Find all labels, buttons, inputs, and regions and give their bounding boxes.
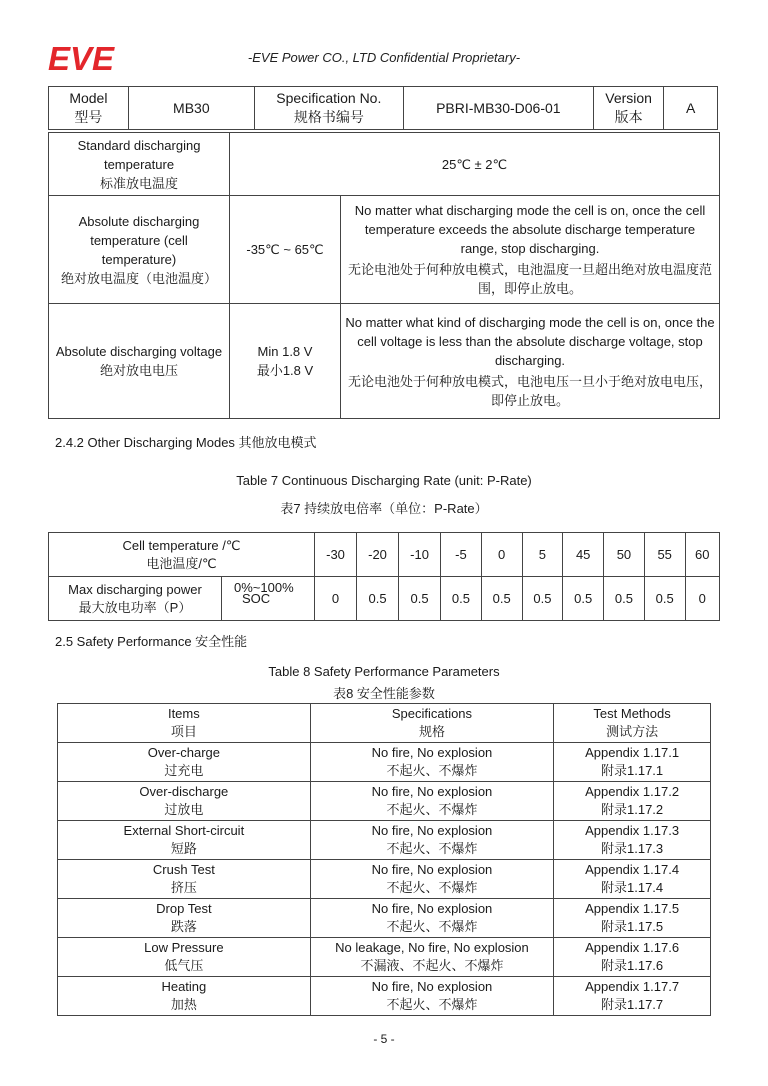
table-row [58,821,711,860]
temp-cell: -20 [357,533,399,577]
soc-range: 0%~100% [234,580,294,595]
method-cell: Appendix 1.17.2 附录1.17.2 [554,782,711,821]
version-label: Version 版本 [593,87,663,130]
item-cell: Low Pressure 低气压 [58,938,311,977]
confidential-header: -EVE Power CO., LTD Confidential Proprietary- [247,50,521,65]
item-cell: Heating 加热 [58,977,311,1016]
header-items: Items 项目 [58,704,311,743]
method-cell: Appendix 1.17.6 附录1.17.6 [554,938,711,977]
rate-cell: 0.5 [604,577,645,621]
rate-cell: 0.5 [399,577,441,621]
absolute-voltage-label: Absolute discharging voltage 绝对放电电压 [49,304,230,419]
discharge-rate-table [48,532,720,621]
soc-range-cell [222,577,315,621]
item-cell: Over-discharge 过放电 [58,782,311,821]
absolute-voltage-value: Min 1.8 V 最小1.8 V [230,304,341,419]
rate-cell: 0 [685,577,719,621]
spec-cell: No fire, No explosion 不起火、不爆炸 [310,743,553,782]
soc-label: SOC [242,591,271,606]
temp-cell: 0 [481,533,522,577]
section-heading-2-5: 2.5 Safety Performance 安全性能 [55,634,248,649]
rate-cell: 0.5 [563,577,604,621]
table-row [58,899,711,938]
page-number: - 5 - [373,1032,395,1046]
header-specifications: Specifications 规格 [310,704,553,743]
temp-cell: -5 [441,533,482,577]
method-cell: Appendix 1.17.7 附录1.17.7 [554,977,711,1016]
temp-cell: -10 [399,533,441,577]
rate-cell: 0.5 [357,577,399,621]
spec-cell: No leakage, No fire, No explosion 不漏液、不起火、不爆炸 [310,938,553,977]
rate-cell: 0.5 [441,577,482,621]
table-row [58,860,711,899]
header-test-methods: Test Methods 测试方法 [554,704,711,743]
section-heading-2-4-2: 2.4.2 Other Discharging Modes 其他放电模式 [55,435,317,450]
temp-cell: 45 [563,533,604,577]
table-row [58,977,711,1016]
method-cell: Appendix 1.17.3 附录1.17.3 [554,821,711,860]
temp-cell: 50 [604,533,645,577]
absolute-temp-value: -35℃ ~ 65℃ [230,196,341,304]
max-power-label: Max discharging power 最大放电功率（P） [49,577,222,621]
spec-cell: No fire, No explosion 不起火、不爆炸 [310,821,553,860]
table-row [58,743,711,782]
item-cell: Over-charge 过充电 [58,743,311,782]
spec-no-value: PBRI-MB30-D06-01 [403,87,593,130]
absolute-temp-label: Absolute discharging temperature (cell temperature) 绝对放电温度（电池温度） [49,196,230,304]
spec-no-label: Specification No. 规格书编号 [254,87,403,130]
rate-cell: 0.5 [481,577,522,621]
model-label: Model 型号 [49,87,129,130]
rate-cell: 0 [315,577,357,621]
temp-cell: -30 [315,533,357,577]
spec-header-table [48,86,718,130]
method-cell: Appendix 1.17.4 附录1.17.4 [554,860,711,899]
item-cell: Crush Test 挤压 [58,860,311,899]
version-value: A [664,87,718,130]
table-row [58,782,711,821]
method-cell: Appendix 1.17.5 附录1.17.5 [554,899,711,938]
table8-caption-en: Table 8 Safety Performance Parameters [268,664,500,679]
safety-performance-table [57,703,711,1016]
temp-cell: 55 [644,533,685,577]
spec-cell: No fire, No explosion 不起火、不爆炸 [310,899,553,938]
standard-temp-label: Standard discharging temperature 标准放电温度 [49,133,230,196]
method-cell: Appendix 1.17.1 附录1.17.1 [554,743,711,782]
spec-cell: No fire, No explosion 不起火、不爆炸 [310,977,553,1016]
cell-temp-label: Cell temperature /℃ 电池温度/℃ [49,533,315,577]
standard-temp-value: 25℃ ± 2℃ [230,133,720,196]
table8-caption-zh: 表8 安全性能参数 [333,686,435,701]
spec-cell: No fire, No explosion 不起火、不爆炸 [310,782,553,821]
rate-cell: 0.5 [644,577,685,621]
absolute-temp-note: No matter what discharging mode the cell is on, once the cell temperature exceeds the absolute discharge temperature range, stop discharging. 无论电池处于何种放电模式，电池温度一旦超出绝对放电温度范围，即停止放电。 [341,196,720,304]
item-cell: External Short-circuit 短路 [58,821,311,860]
temp-cell: 60 [685,533,719,577]
svg-text:EVE: EVE [48,40,115,74]
temp-cell: 5 [522,533,563,577]
table-row [58,938,711,977]
table7-caption-zh: 表7 持续放电倍率（单位：P-Rate） [280,501,488,516]
discharge-spec-table [48,132,720,419]
absolute-voltage-note: No matter what kind of discharging mode the cell is on, once the cell voltage is less than the absolute discharge voltage, stop discharging. 无论电池处于何种放电模式，电池电压一旦小于绝对放电电压，即停止放电。 [341,304,720,419]
table7-caption-en: Table 7 Continuous Discharging Rate (unit: P-Rate) [236,473,532,488]
item-cell: Drop Test 跌落 [58,899,311,938]
rate-cell: 0.5 [522,577,563,621]
spec-cell: No fire, No explosion 不起火、不爆炸 [310,860,553,899]
model-value: MB30 [128,87,254,130]
